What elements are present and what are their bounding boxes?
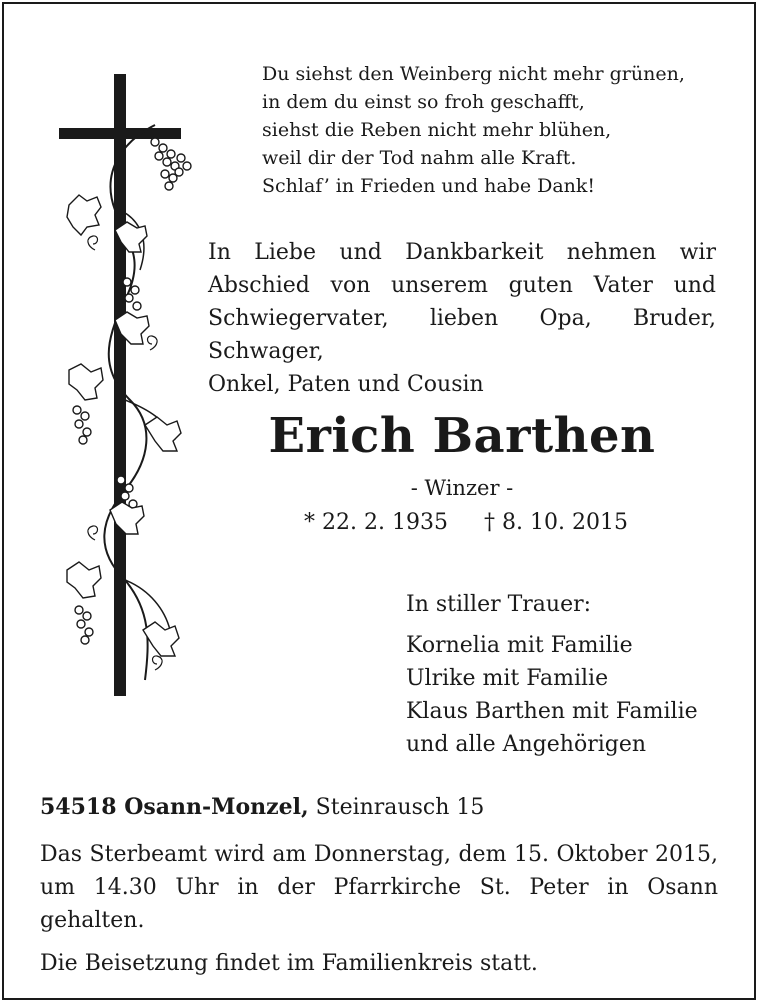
life-dates [304,510,628,535]
poem [262,60,685,200]
notice-line: Das Sterbeamt wird am Donnerstag, dem 15. Oktober 2015, [40,842,718,867]
poem-line: Schlaf’ in Frieden und habe Dank! [262,175,596,197]
address-place: 54518 Osann-Monzel, [40,794,309,820]
address [40,794,484,820]
address-street: Steinrausch 15 [315,795,485,820]
birth-date: * 22. 2. 1935 [304,510,448,535]
mourners [406,588,698,761]
death-date: † 8. 10. 2015 [484,510,628,535]
intro-line: In Liebe und Dankbarkeit nehmen wir [208,240,716,265]
intro-line: Schwiegervater, lieben Opa, Bruder, Schwager, [208,306,716,364]
poem-line: weil dir der Tod nahm alle Kraft. [262,147,577,169]
mourner-entry: Klaus Barthen mit Familie [406,699,698,724]
poem-line: siehst die Reben nicht mehr blühen, [262,119,612,141]
poem-line: Du siehst den Weinberg nicht mehr grünen, [262,63,685,85]
mourner-entry: Kornelia mit Familie [406,633,633,658]
deceased-occupation: - Winzer - [410,476,514,500]
poem-line: in dem du einst so froh geschafft, [262,91,585,113]
intro-line: Abschied von unserem guten Vater und [208,273,716,298]
notice-line: um 14.30 Uhr in der Pfarrkirche St. Peter in Osann gehalten. [40,875,718,933]
funeral-notice [40,838,718,980]
burial-note: Die Beisetzung findet im Familienkreis statt. [40,951,538,976]
intro-text [208,236,716,401]
mourner-entry: Ulrike mit Familie [406,666,609,691]
intro-line: Onkel, Paten und Cousin [208,372,484,397]
cross-with-grapevine-icon [55,70,205,700]
deceased-name: Erich Barthen [268,408,656,464]
mourner-entry: und alle Angehörigen [406,732,647,757]
mourners-heading: In stiller Trauer: [406,592,592,617]
